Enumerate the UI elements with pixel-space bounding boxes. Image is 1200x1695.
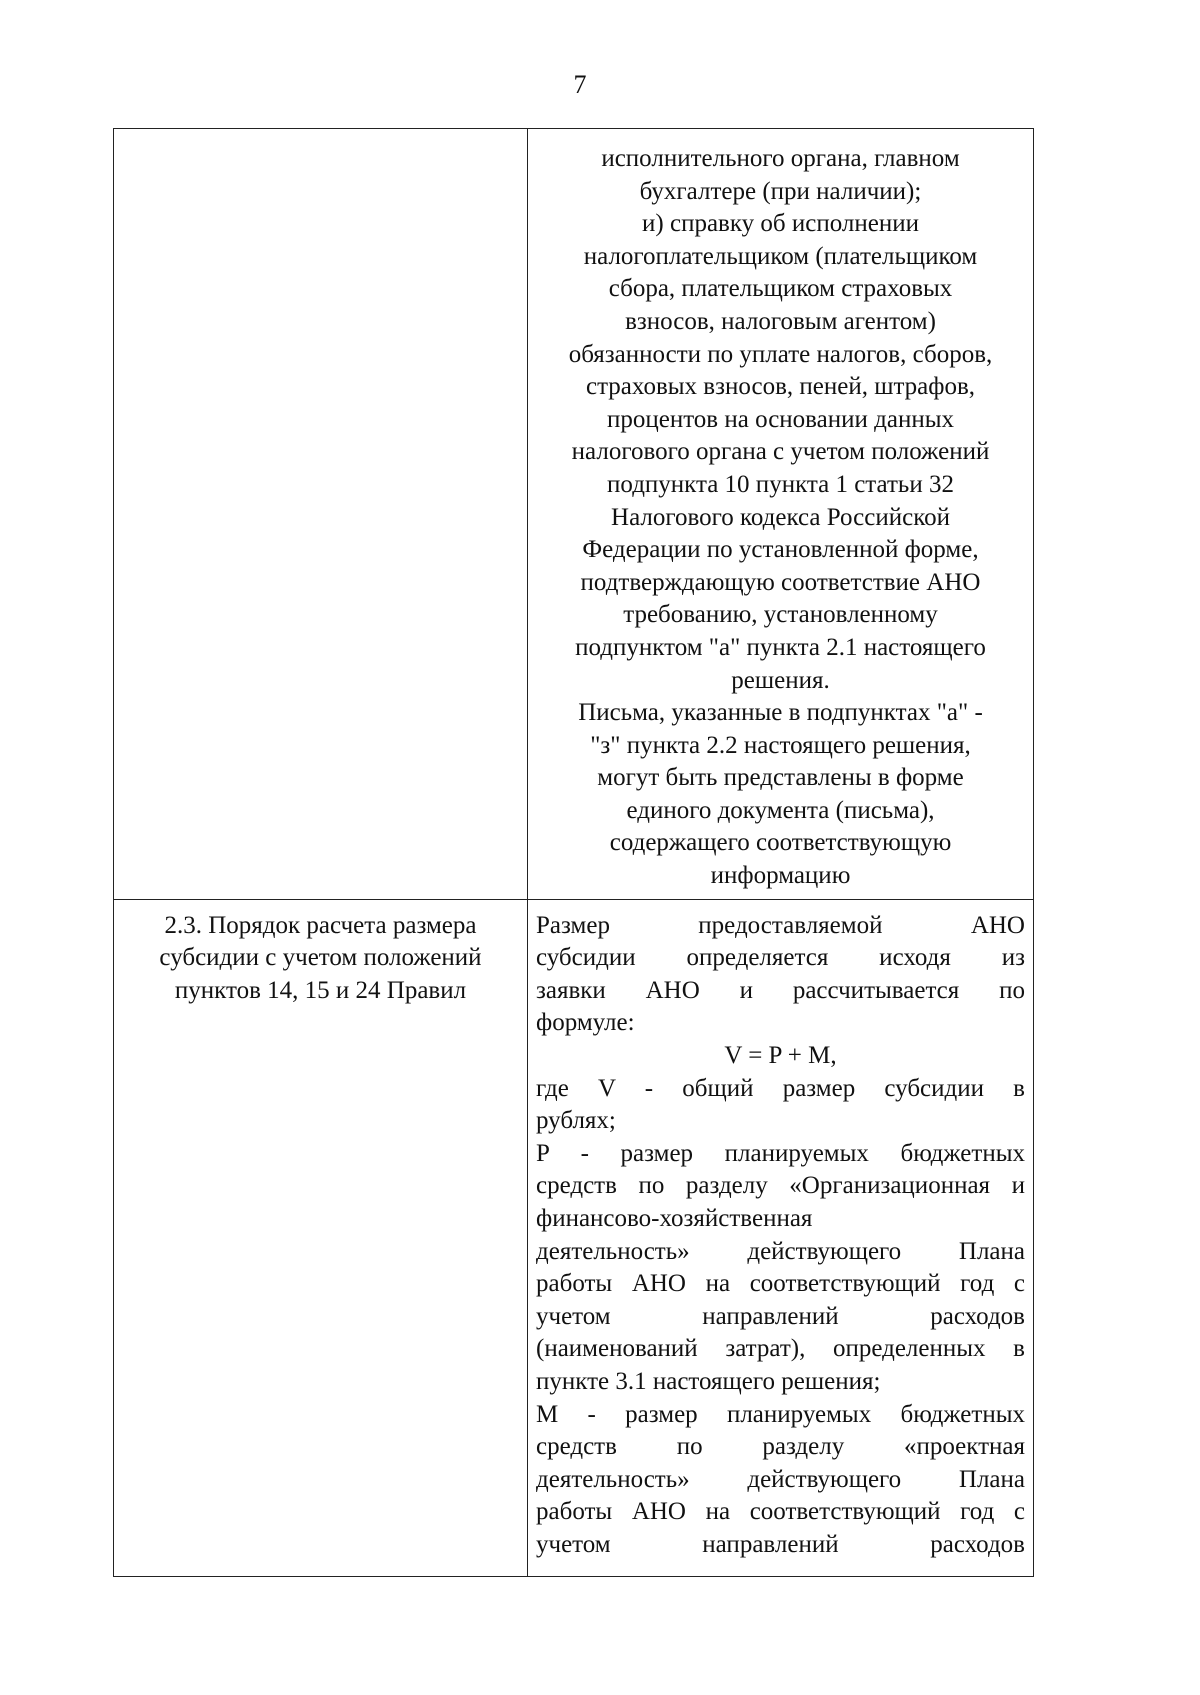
text-line: сбора, плательщиком страховых <box>608 275 953 303</box>
row2-right-cell <box>528 899 1034 1576</box>
table-row <box>114 129 1034 900</box>
text-line: страховых взносов, пеней, штрафов, <box>585 373 976 401</box>
text-line: заявки АНО и рассчитывается по <box>536 976 1025 1004</box>
text-line: субсидии с учетом положений <box>159 944 482 972</box>
text-line: налогового органа с учетом положений <box>571 438 990 466</box>
text-line: финансово-хозяйственная <box>536 1205 813 1232</box>
text-line: Размер предоставляемой АНО <box>536 911 1025 939</box>
text-line: исполнительного органа, главном <box>601 145 960 172</box>
text-line: пунктов 14, 15 и 24 Правил <box>174 976 467 1004</box>
text-line: где V - общий размер субсидии в <box>536 1074 1025 1102</box>
text-line: налогоплательщиком (плательщиком <box>583 242 978 270</box>
text-line: средств по разделу «проектная <box>536 1433 1025 1461</box>
text-line: содержащего соответствующую <box>609 829 952 857</box>
text-line: средств по разделу «Организационная и <box>536 1172 1025 1200</box>
text-line: (наименований затрат), определенных в <box>536 1335 1025 1363</box>
text-line: и) справку об исполнении <box>642 210 919 238</box>
row1-right-cell <box>528 129 1034 900</box>
text-line: информацию <box>710 862 851 890</box>
table-row <box>114 899 1034 1576</box>
text-line: рублях; <box>536 1107 616 1135</box>
text-line: "з" пункта 2.2 настоящего решения, <box>590 731 971 759</box>
text-line: решения. <box>731 666 830 694</box>
text-line: требованию, установленному <box>623 601 938 629</box>
text-line: учетом направлений расходов <box>536 1302 1025 1330</box>
text-line: деятельность» действующего Плана <box>536 1237 1025 1265</box>
text-line: взносов, налоговым агентом) <box>625 307 936 335</box>
text-line: процентов на основании данных <box>606 405 955 433</box>
text-line: V = P + M, <box>724 1042 837 1070</box>
text-line: подтверждающую соответствие АНО <box>580 568 981 596</box>
row1-left-cell <box>114 129 528 900</box>
text-line: субсидии определяется исходя из <box>536 944 1025 972</box>
page-number: 7 <box>573 70 587 99</box>
text-line: формуле: <box>536 1009 635 1037</box>
text-line: Налогового кодекса Российской <box>611 503 950 531</box>
text-line: P - размер планируемых бюджетных <box>536 1139 1025 1167</box>
text-line: работы АНО на соответствующий год с <box>536 1270 1025 1298</box>
text-line: могут быть представлены в форме <box>597 764 964 792</box>
text-line: подпунктом "а" пункта 2.1 настоящего <box>575 633 986 661</box>
text-line: Письма, указанные в подпунктах "а" - <box>578 699 983 727</box>
text-line: пункте 3.1 настоящего решения; <box>536 1367 881 1395</box>
text-line: деятельность» действующего Плана <box>536 1465 1025 1493</box>
text-line: 2.3. Порядок расчета размера <box>164 911 477 939</box>
text-line: Федерации по установленной форме, <box>582 536 979 564</box>
text-line: бухгалтере (при наличии); <box>639 177 922 205</box>
regulation-table <box>113 128 1034 1577</box>
text-line: работы АНО на соответствующий год с <box>536 1498 1025 1526</box>
text-line: подпункта 10 пункта 1 статьи 32 <box>607 470 954 498</box>
row2-left-cell <box>114 899 528 1576</box>
text-line: единого документа (письма), <box>626 796 935 824</box>
text-line: учетом направлений расходов <box>536 1530 1025 1558</box>
text-line: обязанности по уплате налогов, сборов, <box>568 340 993 368</box>
text-line: M - размер планируемых бюджетных <box>536 1400 1025 1428</box>
